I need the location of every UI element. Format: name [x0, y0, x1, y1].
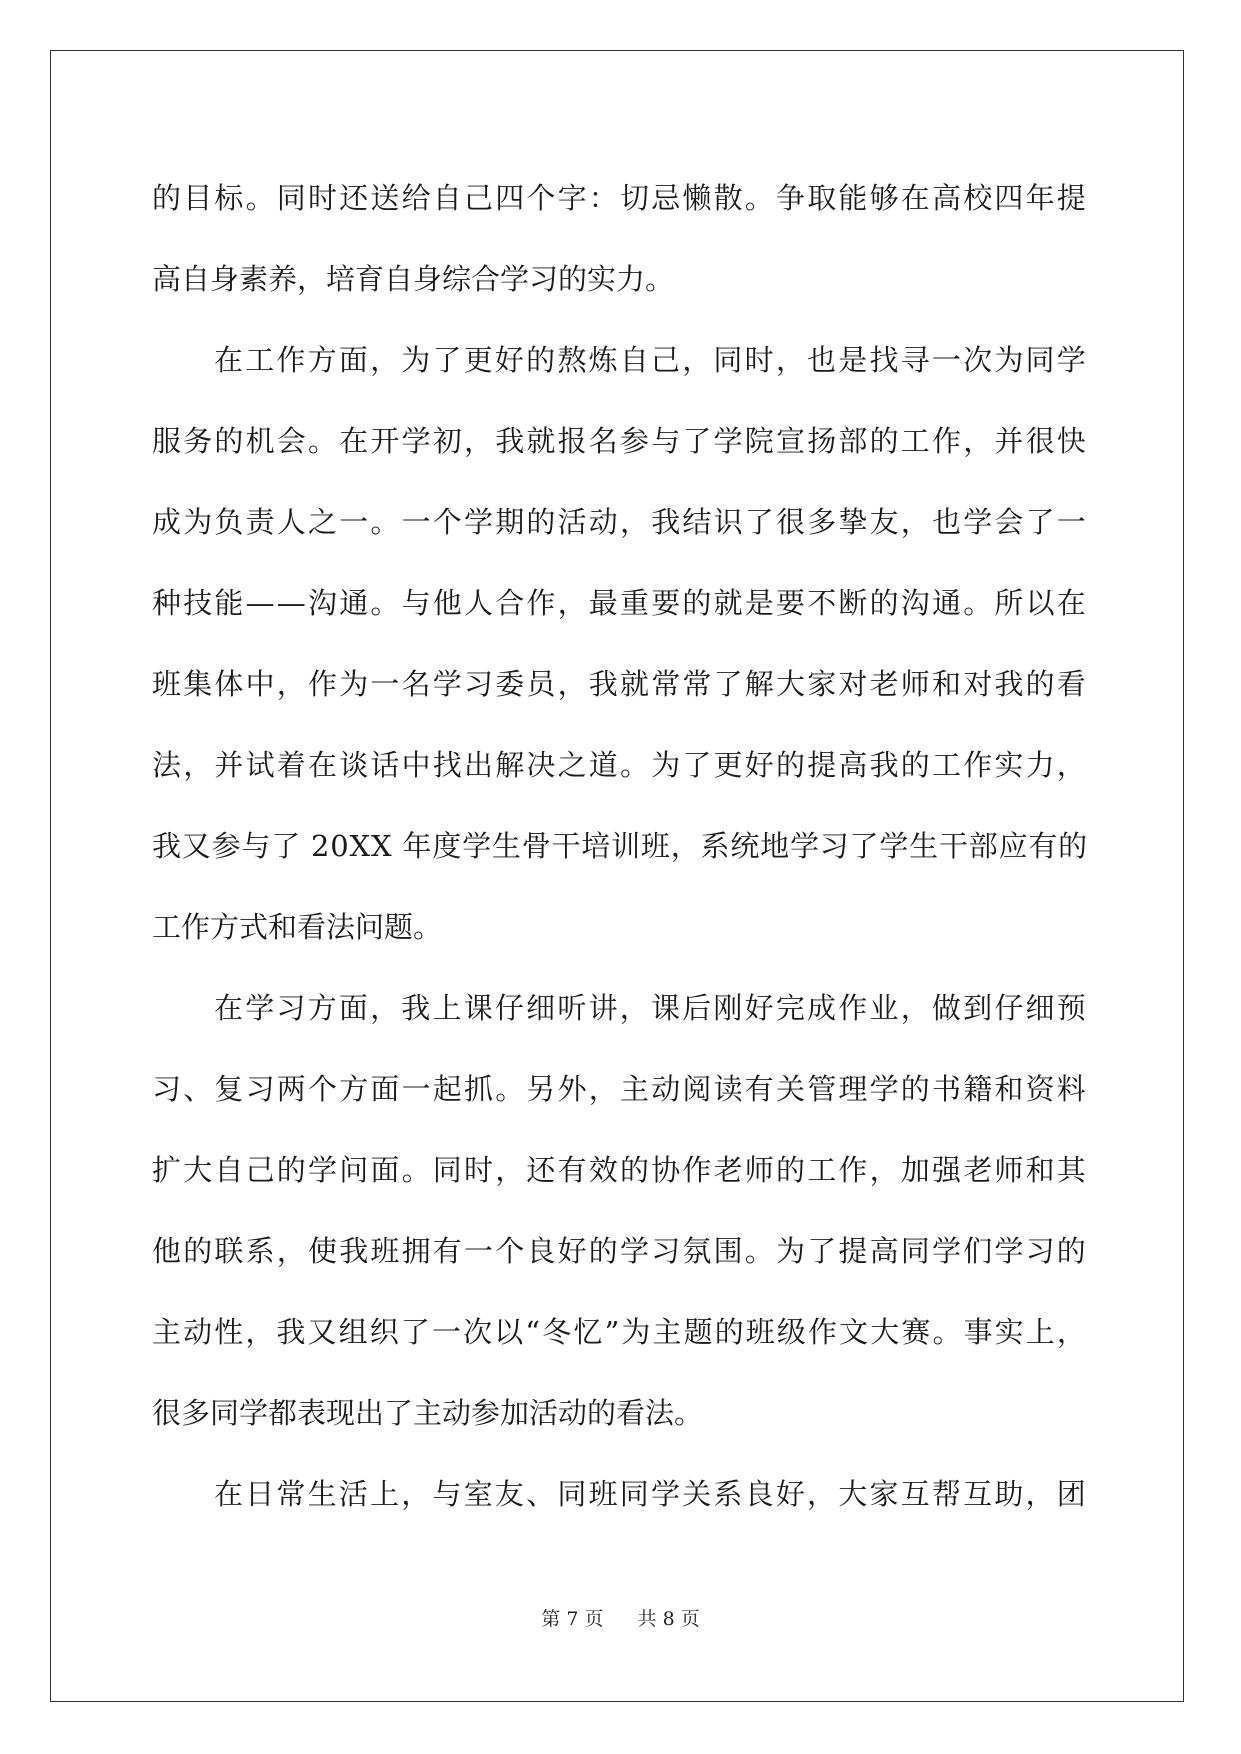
text-line: 主动性，我又组织了一次以“冬忆”为主题的班级作文大赛。事实上， [152, 1315, 1088, 1349]
paragraph-start-line: 在工作方面，为了更好的熬炼自己，同时，也是找寻一次为同学 [214, 343, 1088, 377]
page-number-current: 第 7 页 [541, 1608, 604, 1630]
text-line: 我又参与了 20XX 年度学生骨干培训班，系统地学习了学生干部应有的 [152, 829, 1088, 863]
text-line: 的目标。同时还送给自己四个字：切忌懒散。争取能够在高校四年提 [152, 181, 1088, 215]
text-line: 服务的机会。在开学初，我就报名参与了学院宣扬部的工作，并很快 [152, 424, 1088, 458]
text-line: 法，并试着在谈话中找出解决之道。为了更好的提高我的工作实力， [152, 748, 1088, 782]
text-line: 很多同学都表现出了主动参加活动的看法。 [152, 1396, 704, 1430]
paragraph-start-line: 在日常生活上，与室友、同班同学关系良好，大家互帮互助，团 [214, 1477, 1088, 1511]
document-body [152, 158, 1088, 1535]
page-number-total: 共 8 页 [637, 1608, 700, 1630]
text-line: 他的联系，使我班拥有一个良好的学习氛围。为了提高同学们学习的 [152, 1234, 1088, 1268]
text-line: 班集体中，作为一名学习委员，我就常常了解大家对老师和对我的看 [152, 667, 1088, 701]
text-line: 种技能——沟通。与他人合作，最重要的就是要不断的沟通。所以在 [152, 586, 1088, 620]
text-line: 高自身素养，培育自身综合学习的实力。 [152, 262, 675, 296]
page-footer [0, 1607, 1241, 1631]
paragraph-start-line: 在学习方面，我上课仔细听讲，课后刚好完成作业，做到仔细预 [214, 991, 1088, 1025]
text-line: 习、复习两个方面一起抓。另外，主动阅读有关管理学的书籍和资料 [152, 1072, 1088, 1106]
text-line: 成为负责人之一。一个学期的活动，我结识了很多挚友，也学会了一 [152, 505, 1088, 539]
text-line: 工作方式和看法问题。 [152, 910, 443, 944]
text-line: 扩大自己的学问面。同时，还有效的协作老师的工作，加强老师和其 [152, 1153, 1088, 1187]
